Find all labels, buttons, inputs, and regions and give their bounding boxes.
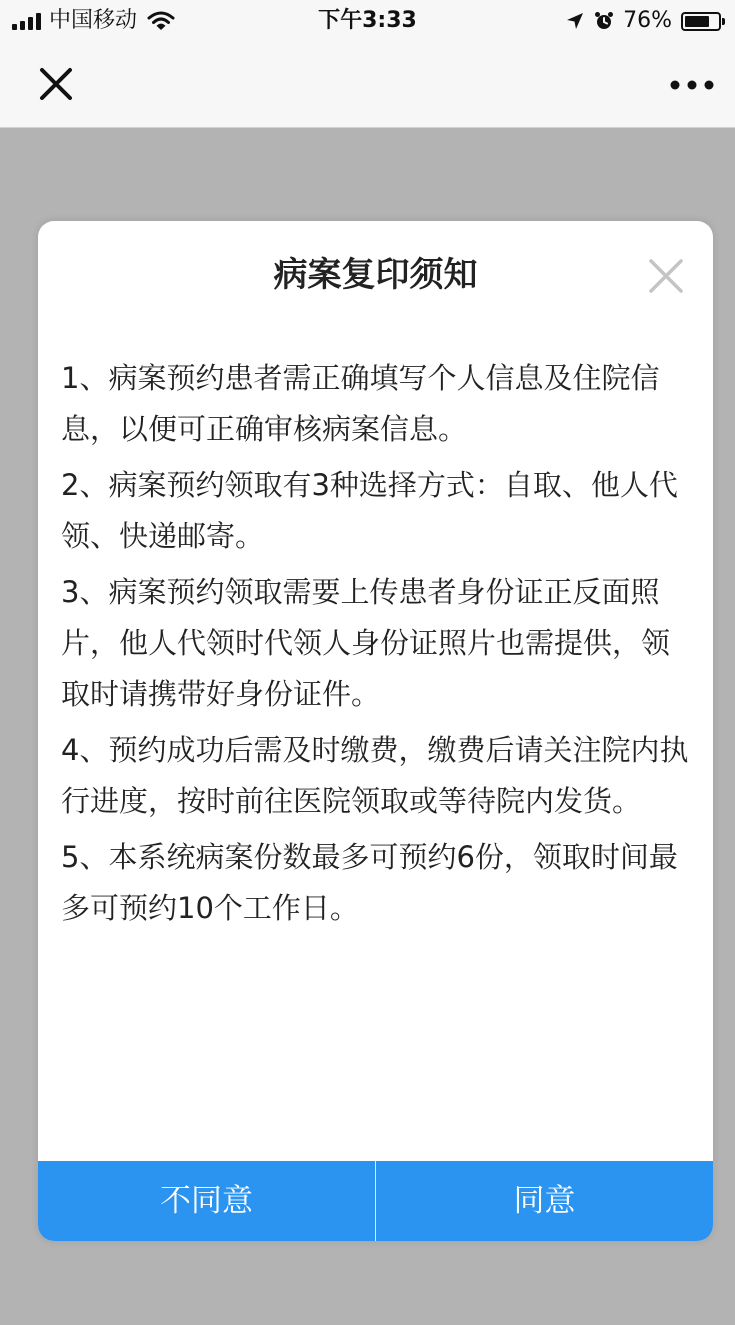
alarm-icon (594, 11, 614, 31)
agree-button[interactable]: 同意 (376, 1161, 713, 1241)
carrier-name: 中国移动 (49, 8, 138, 33)
location-icon (565, 11, 585, 31)
notice-item-4: 4、预约成功后需及时缴费，缴费后请关注院内执行进度，按时前往医院领取或等待院内发货。 (61, 733, 689, 818)
battery-percent: 76% (623, 8, 672, 33)
dialog-body (61, 353, 691, 939)
notice-item-5: 5、本系统病案份数最多可预约6份，领取时间最多可预约10个工作日。 (61, 840, 678, 925)
battery-fill (685, 16, 709, 27)
disagree-button[interactable]: 不同意 (38, 1161, 375, 1241)
battery-icon (681, 12, 721, 31)
status-right (565, 6, 721, 36)
status-time: 下午3:33 (318, 8, 417, 33)
status-bar (0, 0, 735, 42)
close-icon[interactable] (34, 62, 78, 106)
nav-bar (0, 42, 735, 128)
dialog-title: 病案复印须知 (273, 255, 478, 295)
notice-dialog (38, 221, 713, 1241)
notice-item-1: 1、病案预约患者需正确填写个人信息及住院信息，以便可正确审核病案信息。 (61, 361, 660, 446)
notice-item-2: 2、病案预约领取有3种选择方式：自取、他人代领、快递邮寄。 (61, 468, 678, 553)
more-icon[interactable] (667, 70, 717, 100)
dialog-footer (38, 1161, 713, 1241)
close-icon[interactable] (647, 257, 685, 295)
notice-item-3: 3、病案预约领取需要上传患者身份证正反面照片，他人代领时代领人身份证照片也需提供，领取时请携带好身份证件。 (61, 575, 671, 711)
